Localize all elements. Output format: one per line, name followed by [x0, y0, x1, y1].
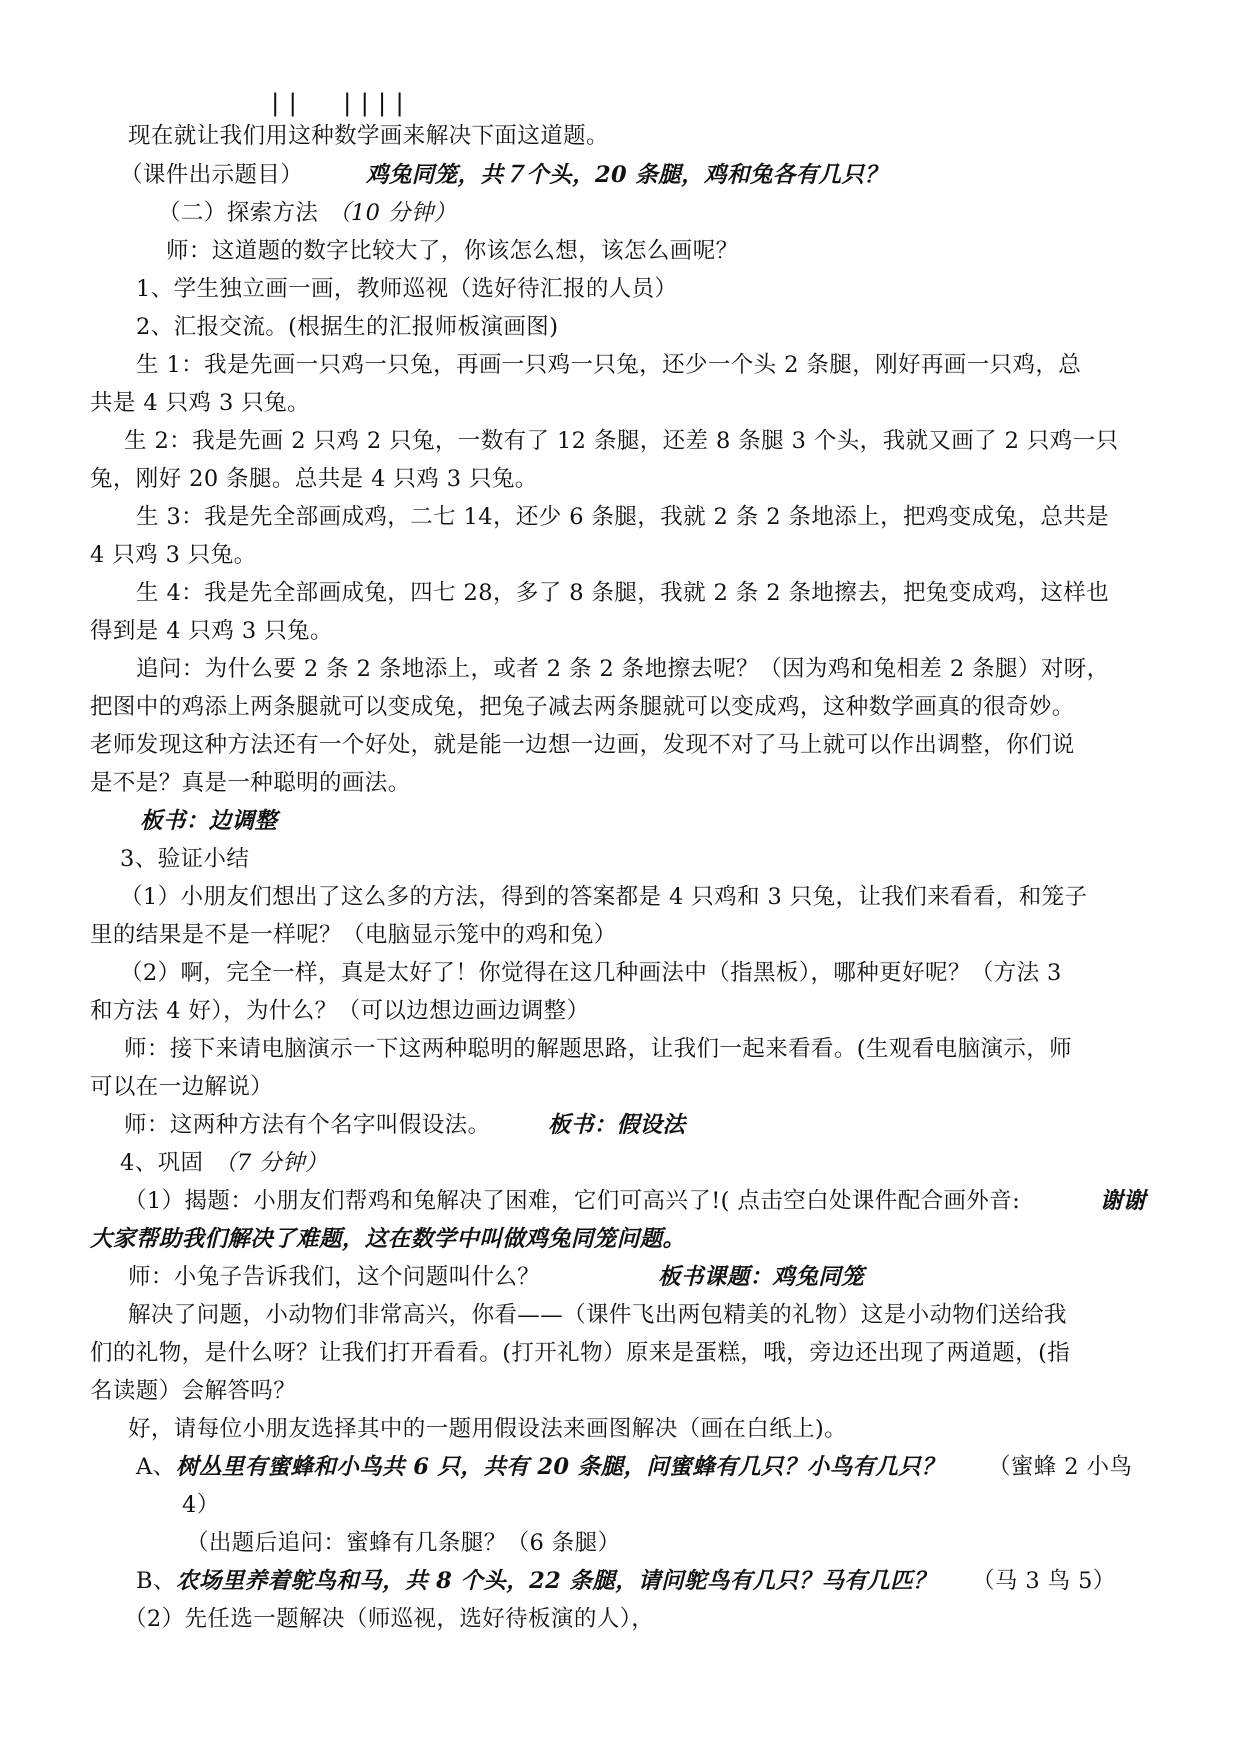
- problem-text: 鸡兔同笼，共７个头，20 条腿，鸡和兔各有几只？: [366, 162, 888, 188]
- time-note: （10 分钟）: [328, 200, 457, 226]
- text-line: 们的礼物，是什么呀？让我们打开看看。(打开礼物）原来是蛋糕，哦，旁边还出现了两道题，(指: [90, 1340, 1071, 1366]
- text-line: 师：这两种方法有个名字叫假设法。: [124, 1112, 491, 1138]
- tally-mark-right: ||||: [340, 89, 410, 117]
- answer-note: 4）: [182, 1492, 220, 1518]
- text-line: 生 4：我是先全部画成兔，四七 28，多了 8 条腿，我就 2 条 2 条地擦去，把兔变成鸡，这样也: [136, 580, 1110, 606]
- answer-note: （蜜蜂 2 小鸟: [988, 1454, 1133, 1480]
- text-line: （课件出示题目）: [120, 162, 304, 188]
- text-line: 共是 4 只鸡 3 只兔。: [90, 390, 310, 416]
- text-line: 兔，刚好 20 条腿。总共是 4 只鸡 3 只兔。: [90, 466, 538, 492]
- text-line: 生 3：我是先全部画成鸡，二七 14，还少 6 条腿，我就 2 条 2 条地添上，把鸡变成兔，总共是: [136, 504, 1110, 530]
- text-line: 解决了问题，小动物们非常高兴，你看——（课件飞出两包精美的礼物）这是小动物们送给我: [128, 1302, 1067, 1328]
- text-line: 名读题）会解答吗？: [90, 1378, 297, 1404]
- text-line: （1）揭题：小朋友们帮鸡和兔解决了困难，它们可高兴了!( 点击空白处课件配合画外音:: [124, 1188, 1021, 1214]
- text-line: 好，请每位小朋友选择其中的一题用假设法来画图解决（画在白纸上)。: [128, 1416, 848, 1442]
- text-line: （2）先任选一题解决（师巡视，选好待板演的人），: [124, 1606, 655, 1632]
- text-line: （出题后追问：蜜蜂有几条腿？（6 条腿）: [186, 1530, 621, 1556]
- text-line: 生 2：我是先画 2 只鸡 2 只兔，一数有了 12 条腿，还差 8 条腿 3 个头，我就又画了 2 只鸡一只: [124, 428, 1119, 454]
- section-heading: 3、验证小结: [120, 846, 250, 872]
- section-heading: 4、巩固: [120, 1150, 204, 1176]
- text-line: 2、汇报交流。(根据生的汇报师板演画图): [136, 314, 559, 340]
- text-line: 1、学生独立画一画，教师巡视（选好待汇报的人员）: [136, 276, 678, 302]
- text-line: 里的结果是不是一样呢？（电脑显示笼中的鸡和兔）: [90, 922, 617, 948]
- text-line: 可以在一边解说）: [90, 1074, 274, 1100]
- text-line: 追问：为什么要 2 条 2 条地添上，或者 2 条 2 条地擦去呢？（因为鸡和兔相差 2 条腿）对呀，: [136, 656, 1110, 682]
- voiceover-text: 大家帮助我们解决了难题，这在数学中叫做鸡兔同笼问题。: [90, 1226, 686, 1252]
- text-line: 生 1：我是先画一只鸡一只兔，再画一只鸡一只兔，还少一个头 2 条腿，刚好再画一只鸡，总: [136, 352, 1082, 378]
- text-line: 师：小兔子告诉我们，这个问题叫什么？: [128, 1264, 541, 1290]
- text-line: 师：这道题的数字比较大了，你该怎么想，该怎么画呢？: [166, 238, 739, 264]
- board-note: 板书课题：鸡兔同笼: [658, 1264, 865, 1290]
- board-note: 板书：假设法: [548, 1112, 686, 1138]
- time-note: （7 分钟）: [214, 1150, 328, 1176]
- text-line: （2）啊，完全一样，真是太好了！你觉得在这几种画法中（指黑板），哪种更好呢？（方法 3: [120, 960, 1062, 986]
- board-note: 板书：边调整: [140, 808, 278, 834]
- text-line: 得到是 4 只鸡 3 只兔。: [90, 618, 333, 644]
- text-line: 和方法 4 好），为什么？（可以边想边画边调整）: [90, 998, 590, 1024]
- list-marker: B、: [136, 1568, 176, 1594]
- text-line: （1）小朋友们想出了这么多的方法，得到的答案都是 4 只鸡和 3 只兔，让我们来看看，和笼子: [120, 884, 1088, 910]
- answer-note: （马 3 鸟 5）: [972, 1568, 1116, 1594]
- text-line: 老师发现这种方法还有一个好处，就是能一边想一边画，发现不对了马上就可以作出调整，你们说: [90, 732, 1075, 758]
- text-line: 4 只鸡 3 只兔。: [90, 542, 257, 568]
- text-line: 把图中的鸡添上两条腿就可以变成兔，把兔子减去两条腿就可以变成鸡，这种数学画真的很奇妙。: [90, 694, 1075, 720]
- list-marker: A、: [136, 1454, 176, 1480]
- section-heading: （二）探索方法: [158, 200, 319, 226]
- text-line: 现在就让我们用这种数学画来解决下面这道题。: [128, 123, 609, 149]
- exercise-problem: 农场里养着鸵鸟和马，共 8 个头，22 条腿，请问鸵鸟有几只？马有几匹？: [176, 1568, 936, 1594]
- tally-mark-left: ||: [268, 89, 303, 117]
- voiceover-text: 谢谢: [1100, 1188, 1146, 1214]
- text-line: 师：接下来请电脑演示一下这两种聪明的解题思路，让我们一起来看看。(生观看电脑演示，师: [124, 1036, 1073, 1062]
- exercise-problem: 树丛里有蜜蜂和小鸟共 6 只，共有 20 条腿，问蜜蜂有几只？小鸟有几只？: [176, 1454, 945, 1480]
- text-line: 是不是？真是一种聪明的画法。: [90, 770, 411, 796]
